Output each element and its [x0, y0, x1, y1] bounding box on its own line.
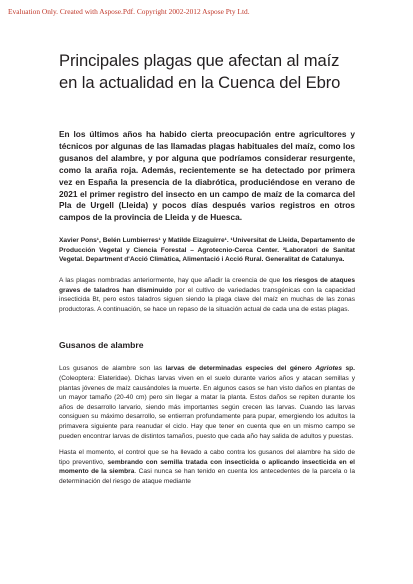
- para2-text-2: . Casi nunca se han tenido en cuenta los antecedentes de la parcela o la determinación del riesgo de ataque mediante: [59, 468, 355, 485]
- article-authors: Xavier Pons¹, Belén Lumbierres¹ y Matilde Eizaguirre¹. ¹Universitat de Lleida, Departamento de Producción Vegetal y Ciencia Forestal – Agrotecnio-Cerca Center. ²Laboratori de Sanitat Vegetal. Department d'Acció Climàtica, Alimentació i Acció Rural. Generalitat de Catalunya.: [59, 237, 355, 264]
- para1-bold-1: larvas de determinadas especies del género: [165, 365, 316, 373]
- intro-text-2: por el cultivo de variedades transgénicas con la capacidad insecticida Bt, pero estos taladros siguen siendo la plaga clave del maíz en muchas de las zonas productoras. A continuación, se hace un repaso de la situación actual de cada una de estas plagas.: [59, 286, 355, 313]
- para1-text-1: Los gusanos de alambre son las: [59, 365, 166, 373]
- intro-paragraph: [59, 276, 355, 314]
- article-lead: En los últimos años ha habido cierta preocupación entre agricultores y técnicos por algunas de las llamadas plagas habituales del maíz, como los gusanos del alambre, y por alguna que podríamos considerar resurgente, como la araña roja. Además, recientemente se ha detectado por primera vez en España la presencia de la diabrótica, produciéndose en verano de 2021 el primer registro del insecto en un campo de maíz de la comarca del Pla de Urgell (Lleida) y pocos días después varios registros en otros campos de la provincia de Lleida y de Huesca.: [59, 129, 355, 223]
- body-paragraph-2: [59, 448, 355, 486]
- section-heading: Gusanos de alambre: [59, 340, 144, 351]
- para1-text-2: (Coleoptera: Elateridae). Dichas larvas viven en el suelo durante varios años y atacan semillas y plantas jóvenes de maíz causándoles la muerte. En algunos casos se han visto daños en plantas de un mayor tamaño (20-40 cm) pero sin llegar a matar la planta. Estos daños se repiten durante los años de desarrollo larvario, siendo más importantes según crecen las larvas. Cuando las larvas consiguen su máximo desarrollo, se entierran profundamente para pupar, emergiendo los adultos la primavera siguiente para reanudar el ciclo. Hay que tener en cuenta que en un mismo campo se pueden encontrar larvas de distintos tamaños, puesto que cada año hay salida de adultos y puestas.: [59, 375, 355, 440]
- article-title: Principales plagas que afectan al maíz en la actualidad en la Cuenca del Ebro: [59, 51, 341, 92]
- para2-bold-1: sembrando con semilla tratada con insecticida o aplicando insecticida en el momento de la siembra: [59, 458, 355, 476]
- para1-bold-2: sp.: [342, 365, 355, 373]
- intro-text-1: A las plagas nombradas anteriormente, hay que añadir la creencia de que: [59, 277, 283, 285]
- para2-text-1: Hasta el momento, el control que se ha llevado a cabo contra los gusanos del alambre ha sido de tipo preventivo,: [59, 449, 355, 466]
- article: [59, 50, 355, 487]
- intro-bold-1: los riesgos de ataques graves de taladros han disminuido: [59, 277, 356, 294]
- para1-genus: Agriotes: [315, 365, 343, 373]
- watermark-text: Evaluation Only. Created with Aspose.Pdf. Copyright 2002-2012 Aspose Pty Ltd.: [8, 7, 250, 16]
- body-paragraph-1: [59, 364, 355, 441]
